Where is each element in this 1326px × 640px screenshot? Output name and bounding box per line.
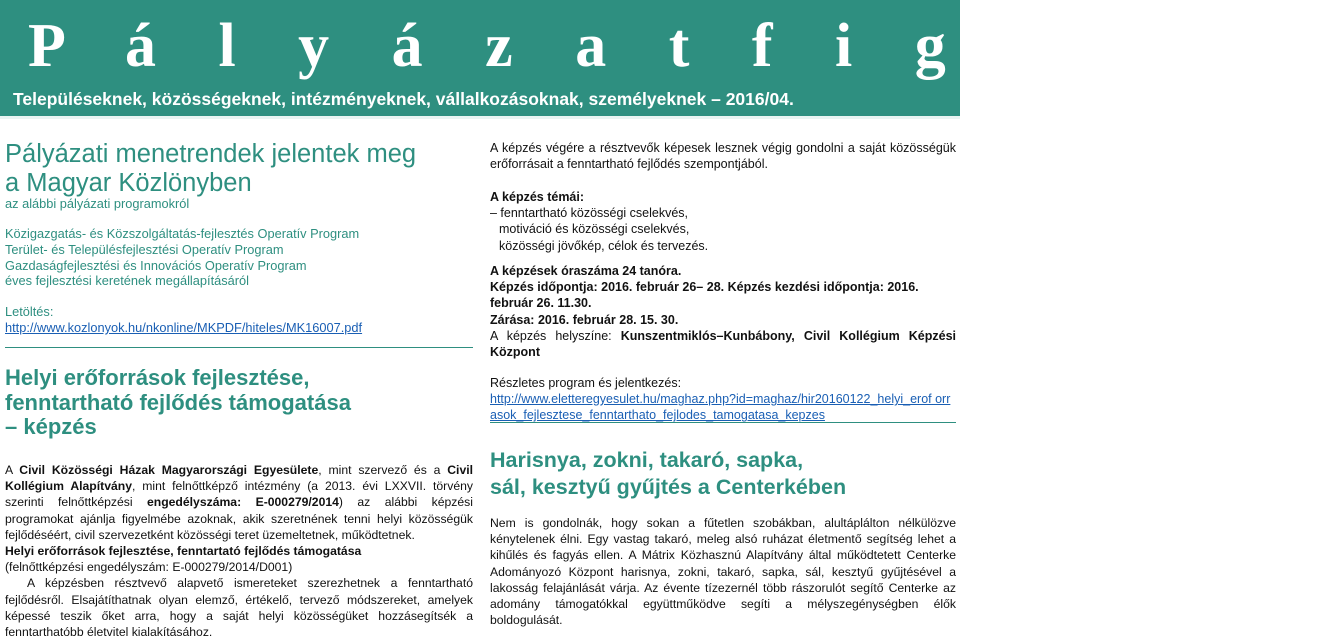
download-link[interactable]: http://www.kozlonyok.hu/nkonline/MKPDF/hiteles/MK16007.pdf (5, 320, 363, 335)
heading-line: Helyi erőforrások fejlesztése, (5, 365, 310, 390)
article-heading-helyi-eroforrasok (5, 366, 473, 440)
section-divider (5, 347, 473, 348)
section-divider (490, 422, 956, 423)
newsletter-title: P á l y á z a t f i g y e l ő (28, 12, 1326, 80)
program-list (5, 226, 359, 289)
training-intro: A képzés végére a résztvevők képesek lesznek végig gondolni a saját közösségük erőforrásait a fenntartható fejlődés szempontjából. (490, 141, 956, 172)
details-link[interactable]: http://www.eletteregyesulet.hu/maghaz.php?id=maghaz/hir20160122_helyi_erof orrasok_fejlesztese_fenntarthato_fejlodes_tamogatasa_kepzes (490, 392, 951, 423)
heading-line: Pályázati menetrendek jelentek meg (5, 140, 417, 168)
details (490, 375, 956, 424)
dates: Képzés időpontja: 2016. február 26– 28. Képzés kezdési időpontja: 2016. február 26. 11.30. (490, 280, 919, 311)
download-label: Letöltés: (5, 304, 54, 319)
closing: Zárása: 2016. február 28. 15. 30. (490, 312, 679, 327)
heading-line: fenntartható fejlődés támogatása (5, 389, 351, 415)
intro-text: az alábbi pályázati programokról (5, 196, 190, 211)
program-item: Terület- és Településfejlesztési Operatív Program (5, 241, 284, 257)
program-item: Gazdaságfejlesztési és Innovációs Operatív Program (5, 257, 307, 273)
header-divider (0, 116, 960, 119)
article-heading-menetrendek (5, 140, 416, 198)
topic-item: motiváció és közösségi cselekvés, (499, 222, 690, 237)
topic-item: – fenntartható közösségi cselekvés, (490, 206, 689, 221)
newsletter-subtitle: Településeknek, közösségeknek, intézményeknek, vállalkozásoknak, személyeknek – 2016/04. (13, 89, 794, 109)
training-topics (490, 189, 956, 254)
harisnya-text: Nem is gondolnák, hogy sokan a fűtetlen szobákban, alultáplálton nélkülözve kénytelenek élni. Egy vastag takaró, meleg alsó ruházat életmentő segítség lehet a kihűlés és fagyás ellen. A Mátrix Közhasznú Alapítvány által működtetett Centerke Adományozó Központ harisnya, zokni, takaró, sapka, sál, kesztyű gyűjtésével a lakosság felajánlását várja. Az évente tízezernél több rászorulót segítő Centerke az adomány támogatókkal együttműködve segíti a mélyszegénységben élők boldogulását. (490, 516, 956, 628)
hours: A képzések óraszáma 24 tanóra. (490, 264, 682, 278)
details-label: Részletes program és jelentkezés: (490, 376, 682, 390)
paragraph: A Civil Közösségi Házak Magyarországi Egyesülete, mint szervező és a Civil Kollégium Alapítvány, mint felnőttképző intézmény (a 2013. évi LXXVII. törvény szerinti felnőttképzési engedélyszáma: E-000279/2014) az alábbi képzési programokat ajánlja figyelmébe azoknak, akik szeretnének tenni helyi közösségük fejlődéséért, civil szervezetként közösségi teret üzemeltetnek, működtetnek. (5, 463, 473, 542)
heading-line: sál, kesztyű gyűjtés a Centerkében (490, 474, 847, 499)
training-schedule (490, 263, 956, 360)
heading-line: a Magyar Közlönyben (5, 169, 252, 197)
topic-item: közösségi jövőkép, célok és tervezés. (499, 238, 709, 253)
header-banner (0, 0, 1326, 118)
program-item: Közigazgatás- és Közszolgáltatás-fejlesztés Operatív Program (5, 226, 360, 241)
topics-label: A képzés témái: (490, 190, 585, 204)
paragraph: Helyi erőforrások fejlesztése, fenntartató fejlődés támogatása (felnőttképzési engedélyszám: E-000279/2014/D001) (5, 544, 362, 575)
article-heading-harisnya (490, 447, 846, 500)
paragraph: A képzésben résztvevő alapvető ismereteket szerezhetnek a fenntartható fejlődésről. Elsajátíthatnak olyan elemző, értékelő, tervező módszereket, amelyek képessé teszik őket arra, hogy a saját helyi közösségüket hozzásegítsék a fenntarthatóbb életvitel kialakításához. (5, 576, 473, 640)
heading-line: Harisnya, zokni, takaró, sapka, (490, 448, 804, 472)
program-item: éves fejlesztési keretének megállapításáról (5, 273, 249, 289)
article-body (5, 462, 473, 640)
venue: A képzés helyszíne: Kunszentmiklós–Kunbábony, Civil Kollégium Képzési Központ (490, 328, 956, 360)
heading-line: – képzés (5, 414, 97, 439)
